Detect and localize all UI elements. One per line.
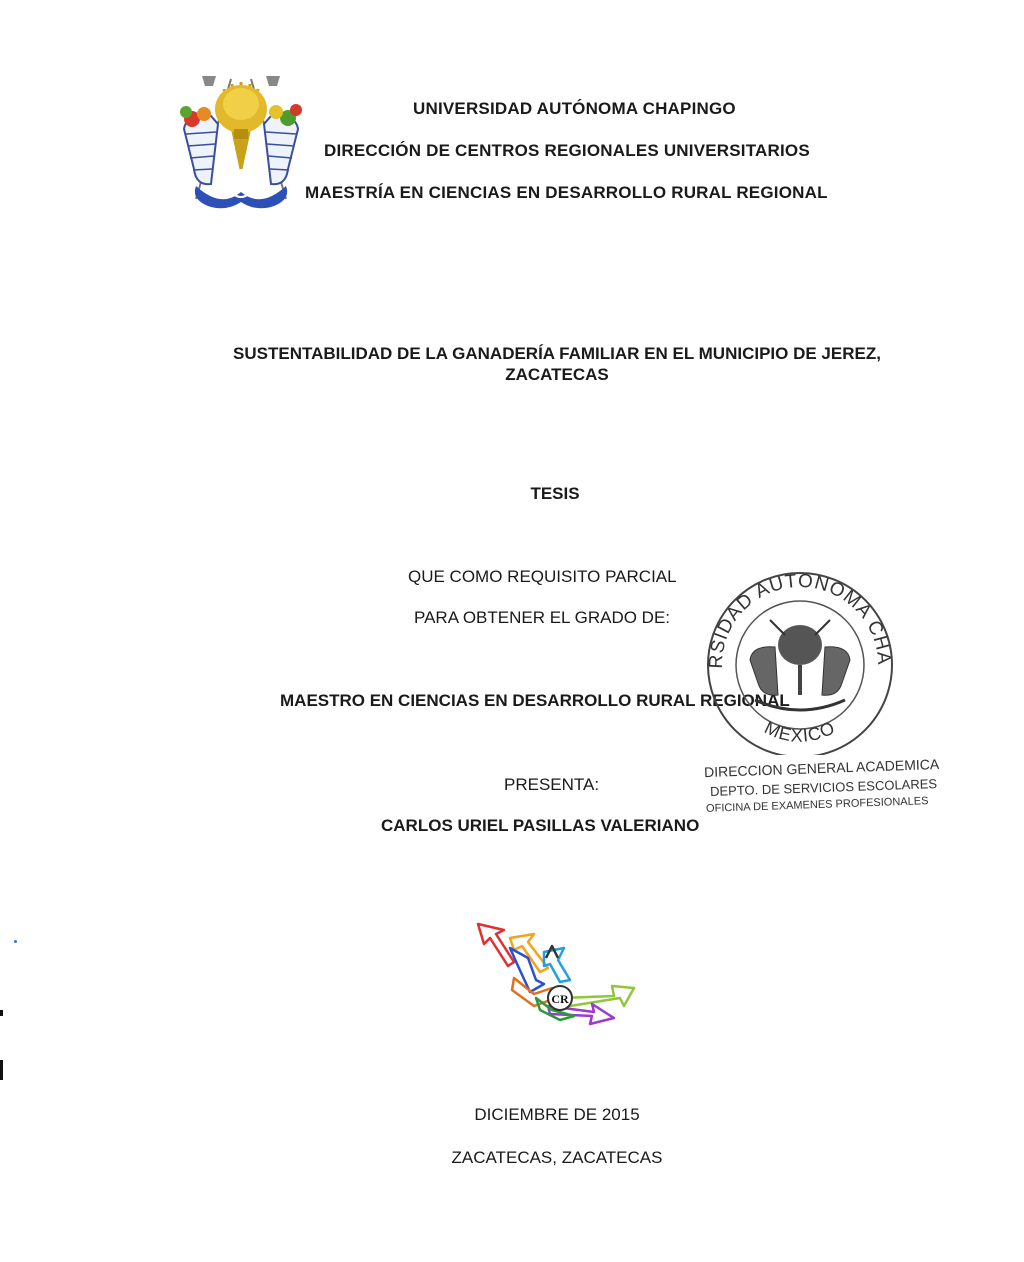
thesis-title-line2: ZACATECAS (505, 365, 609, 384)
date: DICIEMBRE DE 2015 (474, 1105, 640, 1124)
requirement-line1: QUE COMO REQUISITO PARCIAL (408, 567, 677, 586)
author-name: CARLOS URIEL PASILLAS VALERIANO (381, 816, 700, 835)
thesis-title-line1: SUSTENTABILIDAD DE LA GANADERÍA FAMILIAR EN EL MUNICIPIO DE JEREZ, (233, 344, 881, 363)
scan-edge-mark (0, 1060, 3, 1080)
scan-edge-mark (0, 1010, 3, 1016)
stamp-seal-icon (700, 565, 900, 755)
university-emblem (176, 74, 306, 214)
stamp-line2: DEPTO. DE SERVICIOS ESCOLARES (709, 776, 938, 799)
document-type: TESIS (530, 484, 580, 503)
scan-dot (14, 940, 17, 943)
degree-name: MAESTRO EN CIENCIAS EN DESARROLLO RURAL REGIONAL (280, 691, 790, 710)
mexico-arrows-logo-icon (474, 918, 644, 1028)
svg-text:MEXICO (761, 717, 838, 746)
program-name: MAESTRÍA EN CIENCIAS EN DESARROLLO RURAL REGIONAL (305, 183, 828, 202)
stamp-ring-top: RSIDAD AUTONOMA CHA (705, 570, 895, 670)
stamp-line1: DIRECCION GENERAL ACADEMICA (703, 755, 940, 781)
regional-center-logo (474, 918, 644, 1028)
stamp-ring-bottom: MEXICO (761, 717, 839, 746)
thesis-title (150, 343, 964, 385)
direction-name: DIRECCIÓN DE CENTROS REGIONALES UNIVERSITARIOS (324, 141, 810, 160)
stamp-line3: OFICINA DE EXAMENES PROFESIONALES (705, 795, 929, 815)
requirement-line2: PARA OBTENER EL GRADO DE: (414, 608, 671, 627)
university-name: UNIVERSIDAD AUTÓNOMA CHAPINGO (413, 99, 736, 118)
logo-text: CR (551, 992, 569, 1006)
presenta-label: PRESENTA: (504, 775, 600, 794)
university-emblem-icon (176, 74, 306, 214)
official-stamp (700, 565, 940, 815)
place: ZACATECAS, ZACATECAS (451, 1148, 663, 1167)
